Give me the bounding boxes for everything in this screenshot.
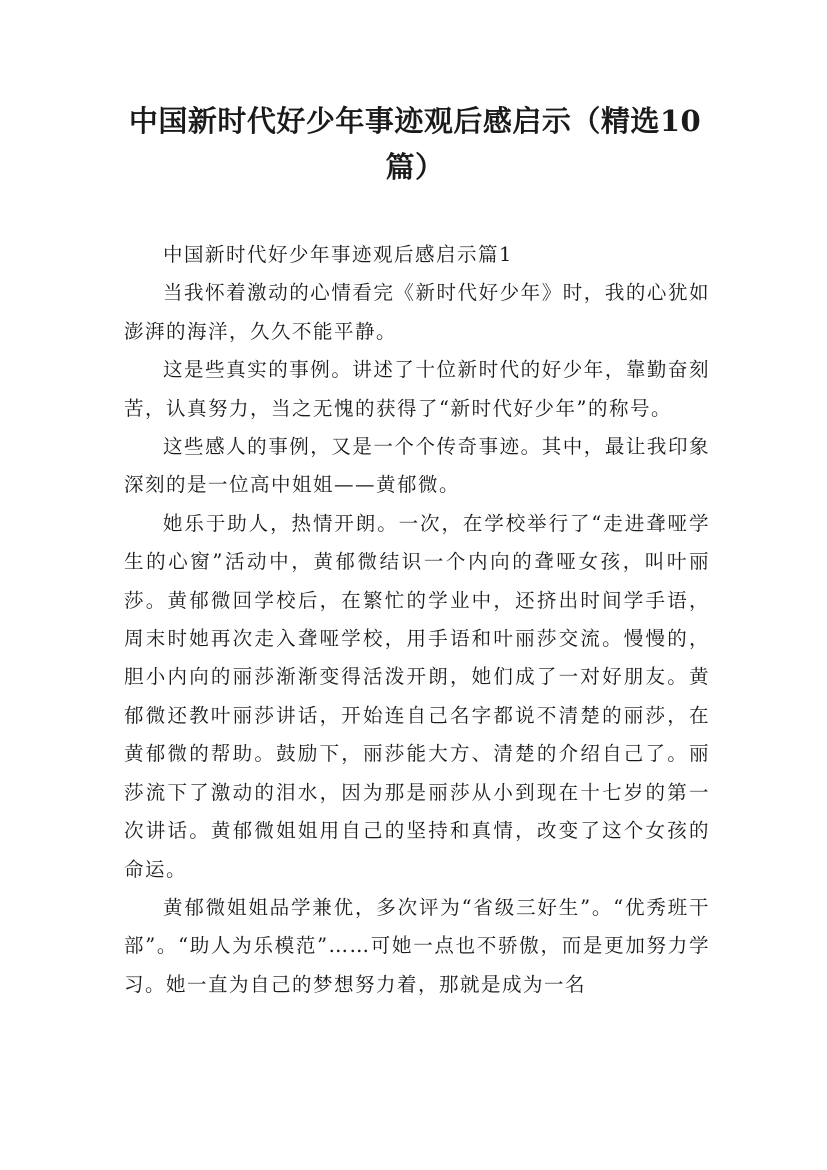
document-body — [124, 236, 710, 1004]
paragraph: 这是些真实的事例。讲述了十位新时代的好少年，靠勤奋刻苦，认真努力，当之无愧的获得了“新时代好少年”的称号。 — [124, 358, 710, 420]
paragraph: 她乐于助人，热情开朗。一次，在学校举行了“走进聋哑学生的心窗”活动中，黄郁微结识一个内向的聋哑女孩，叫叶丽莎。黄郁微回学校后，在繁忙的学业中，还挤出时间学手语，周末时她再次走入聋哑学校，用手语和叶丽莎交流。慢慢的，胆小内向的丽莎渐渐变得活泼开朗，她们成了一对好朋友。黄郁微还教叶丽莎讲话，开始连自己名字都说不清楚的丽莎，在黄郁微的帮助。鼓励下，丽莎能大方、清楚的介绍自己了。丽莎流下了激动的泪水，因为那是丽莎从小到现在十七岁的第一次讲话。黄郁微姐姐用自己的坚持和真情，改变了这个女孩的命运。 — [124, 511, 710, 881]
document-title: 中国新时代好少年事迹观后感启示（精选10篇） — [128, 104, 702, 184]
section-heading: 中国新时代好少年事迹观后感启示篇1 — [163, 243, 513, 266]
paragraph: 当我怀着激动的心情看完《新时代好少年》时，我的心犹如澎湃的海洋，久久不能平静。 — [124, 281, 710, 343]
paragraph: 这些感人的事例，又是一个个传奇事迹。其中，最让我印象深刻的是一位高中姐姐——黄郁微。 — [124, 435, 710, 497]
paragraph: 黄郁微姐姐品学兼优，多次评为“省级三好生”。“优秀班干部”。“助人为乐模范”……可她一点也不骄傲，而是更加努力学习。她一直为自己的梦想努力着，那就是成为一名 — [124, 895, 710, 996]
